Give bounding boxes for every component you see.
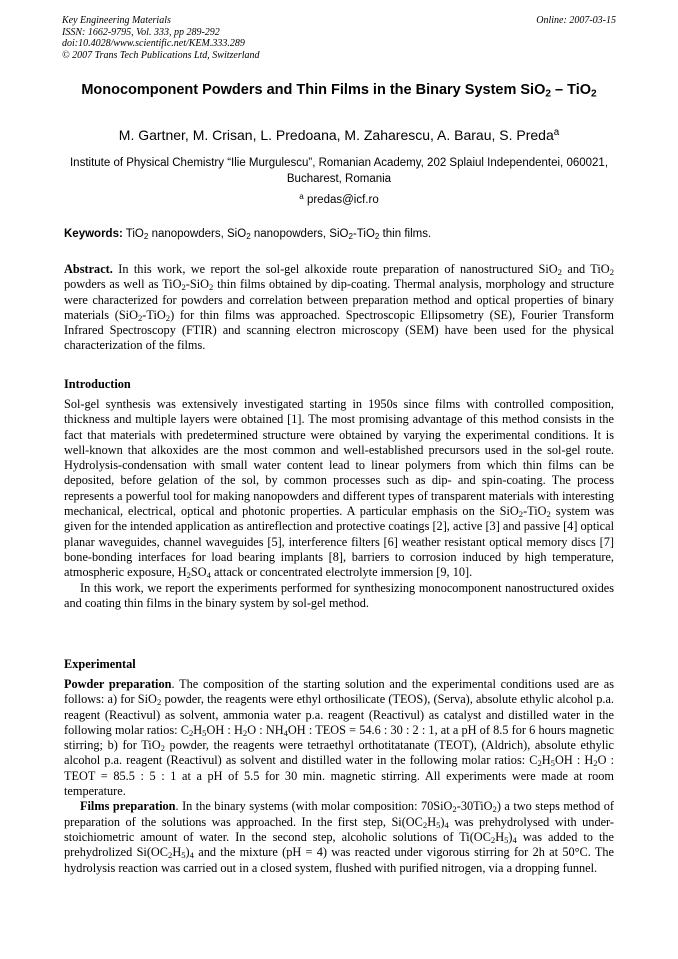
subscript: 2 (374, 232, 380, 241)
abstract-text: In this work, we report the sol-gel alkoxide route preparation of nanostructured SiO (112, 262, 558, 276)
subscript: 5 (181, 850, 186, 861)
paragraph-text: H (495, 829, 505, 844)
author-email (62, 193, 616, 207)
paragraph-text: ) (185, 845, 190, 860)
subscript: 5 (504, 835, 509, 846)
abstract-text: -SiO (185, 277, 210, 292)
subscript: 4 (444, 819, 449, 830)
subscript: 2 (518, 509, 524, 520)
abstract-text: ) for thin films was approached. Spectroscopic Ellipsometry (SE), Fourier Transform Infrared Spectroscopy (FTIR) and scanning electron microscopy (SEM) have been used for the physical characterization of the films. (64, 307, 614, 353)
section-heading-experimental: Experimental (64, 657, 136, 671)
subscript: 5 (550, 758, 555, 769)
journal-name: Key Engineering Materials (62, 15, 171, 26)
paragraph-text: OH : TEOS = 54.6 : 30 : 2 : 1, at a pH of 8.5 for 6 hours magnetic stirring; b) for TiO (64, 722, 615, 753)
abstract-text: and TiO (561, 262, 610, 276)
abstract-text: thin films obtained by dip-coating. Thermal analysis, morphology and structure were characterized for powders and correlation between preparation method and optical properties of binary materials (SiO (64, 277, 614, 322)
subscript: 2 (490, 835, 496, 846)
paragraph-text: ) (440, 814, 445, 829)
films-preparation-paragraph (64, 799, 614, 875)
subscript: 2 (143, 232, 149, 241)
paragraph-text: -30TiO (456, 799, 493, 814)
paragraph-text: and the mixture (pH = 4) was reacted under vigorous stirring for 2h at 50°C. The hydrolysis reaction was carried out in a closed system, flushed with purified nitrogen, via a dropping funnel. (64, 845, 614, 875)
paragraph-text: -TiO (523, 504, 547, 519)
subscript: 2 (186, 570, 191, 581)
films-preparation-label: Films preparation (80, 799, 176, 814)
email-address[interactable]: predas@icf.ro (306, 194, 379, 206)
keywords-text: TiO (122, 228, 144, 240)
paragraph-text: powder, the reagents were tetraethyl orthotitatanate (TEOT), (Aldrich), absolute ethylic alcohol p.a. reagent (Reactivul) as solvent and distilled water in the following molar ratios: C (64, 738, 615, 768)
abstract-text: -TiO (142, 307, 166, 322)
title-text: – TiO (551, 82, 592, 98)
subscript: 2 (537, 758, 542, 769)
abstract-text: powders as well as TiO (64, 277, 182, 292)
paragraph-text: . In the binary systems (with molar composition: 70SiO (175, 799, 453, 814)
abstract (64, 262, 614, 354)
paragraph-text: powder, the reagents were ethyl orthosilicate (TEOS), (Serva), absolute ethylic alcohol p.a. reagent (Reactivul) as solvent, ammonia water p.a. reagent (Reactivul) as catalyst and distilled water in the following molar ratios: C (64, 692, 614, 737)
keywords-text: thin films. (379, 228, 432, 240)
keywords-label: Keywords: (64, 228, 123, 240)
paragraph-text: O : NH (247, 722, 284, 737)
subscript: 2 (452, 804, 457, 815)
affiliation: Institute of Physical Chemistry “Ilie Murgulescu”, Romanian Academy, 202 Splaiul Independentei, 060021, Bucharest, Romania (69, 157, 609, 185)
subscript: 2 (168, 850, 173, 861)
paragraph-text: ) a two steps method of preparation of the solutions was approached. In the first step, Si(OC (64, 799, 615, 829)
keywords-text: -TiO (352, 228, 375, 240)
subscript: 5 (436, 819, 441, 830)
keywords (64, 227, 616, 241)
affiliation-marker: a (553, 127, 560, 139)
subscript: 2 (422, 819, 428, 830)
email-marker: a (299, 191, 304, 201)
keywords-text: nanopowders, SiO (148, 228, 247, 240)
introduction-paragraph (64, 397, 614, 581)
online-date: Online: 2007-03-15 (536, 15, 616, 26)
copyright-line: © 2007 Trans Tech Publications Ltd, Switzerland (62, 49, 260, 61)
subscript: 4 (206, 570, 211, 581)
keywords-text: nanopowders, SiO (250, 228, 349, 240)
paragraph-text: H (427, 814, 437, 829)
introduction-paragraph: In this work, we report the experiments performed for synthesizing monocomponent nanostructured oxides and coating thin films in the binary system by sol-gel method. (64, 580, 614, 610)
subscript: 4 (189, 850, 194, 861)
paragraph-text: . The composition of the starting solution and the experimental conditions used are as follows: a) for SiO (64, 677, 614, 707)
section-heading-introduction: Introduction (64, 377, 131, 391)
subscript: 2 (546, 509, 551, 520)
author-list (62, 126, 616, 144)
subscript: 2 (165, 313, 171, 324)
subscript: 2 (348, 232, 353, 241)
subscript: 2 (181, 282, 186, 293)
experimental-section (64, 677, 614, 876)
doi-line: doi:10.4028/www.scientific.net/KEM.333.289 (62, 38, 245, 49)
paragraph-text: H (541, 753, 551, 768)
subscript: 2 (492, 804, 497, 815)
paragraph-text: Sol-gel synthesis was extensively investigated starting in 1950s since films with controlled composition, thickness and multiple layers were obtained [1]. The most promising advantage of this method consists in the fact that materials with predetermined structure were obtained by varying the experimental conditions. It is well-known that alkoxides are the most common and well-established precursors used in the sol-gel route. Hydrolysis-condensation with small water content lead to linear polymers from which thin films can be deposited, before gelation of the sol, by common processes such as dip- and spin-coating. The process represents a powerful tool for making nanopowders and different types of transparent materials with interesting mechanical, electrical, optical and photonic properties. A particular emphasis on the SiO (64, 397, 614, 519)
author-names: M. Gartner, M. Crisan, L. Predoana, M. Zaharescu, A. Barau, S. Preda (118, 127, 554, 143)
paragraph-text: H (193, 722, 203, 737)
subscript: 4 (283, 728, 288, 739)
issn-line: ISSN: 1662-9795, Vol. 333, pp 289-292 (62, 26, 220, 38)
subscript: 4 (512, 835, 517, 846)
paragraph-text: ) (508, 829, 513, 844)
subscript: 2 (188, 728, 194, 739)
powder-preparation-paragraph (64, 677, 614, 799)
paragraph-text: H (172, 845, 182, 860)
journal-header (62, 15, 616, 61)
title-text: Monocomponent Powders and Thin Films in the Binary System SiO (81, 82, 546, 98)
subscript: 5 (202, 728, 207, 739)
paper-title (62, 81, 616, 100)
paragraph-text: was added to the prehydrolized Si(OC (64, 829, 615, 860)
title-subscript: 2 (591, 88, 597, 100)
subscript: 2 (209, 282, 214, 293)
paragraph-text: OH : H (554, 753, 594, 768)
paragraph-text: was prehydrolysed with under-stoichiometric amount of water. In the second step, alcoholic solutions of Ti(OC (64, 814, 614, 844)
title-subscript: 2 (545, 88, 552, 100)
paragraph-text: attack or concentrated electrolyte immersion [9, 10]. (210, 565, 473, 580)
paragraph-text: O : TEOT = 85.5 : 5 : 1 at a pH of 5.5 for 30 min. magnetic stirring. All experiments were made at room temperature. (64, 753, 614, 799)
subscript: 2 (593, 758, 598, 769)
paragraph-text: SO (190, 565, 207, 580)
subscript: 2 (160, 743, 165, 754)
powder-preparation-label: Powder preparation (64, 677, 172, 691)
paragraph-text: system was given for the intended application as antireflection and protective coatings [2], active [3] and passive [4] optical planar waveguides, channel waveguides [5], interference filters [6] weather resistant optical memory discs [7] bone-bonding interfaces for load bearing implants [8], barriers to corrosion induced by high temperature, atmospheric exposure, H (64, 504, 614, 580)
subscript: 2 (242, 728, 248, 739)
subscript: 2 (156, 697, 162, 708)
subscript: 2 (246, 232, 251, 241)
subscript: 2 (609, 267, 614, 278)
subscript: 2 (557, 267, 562, 278)
paragraph-text: OH : H (206, 722, 243, 737)
abstract-label: Abstract. (64, 262, 113, 276)
introduction-section (64, 397, 614, 611)
subscript: 2 (137, 313, 143, 324)
